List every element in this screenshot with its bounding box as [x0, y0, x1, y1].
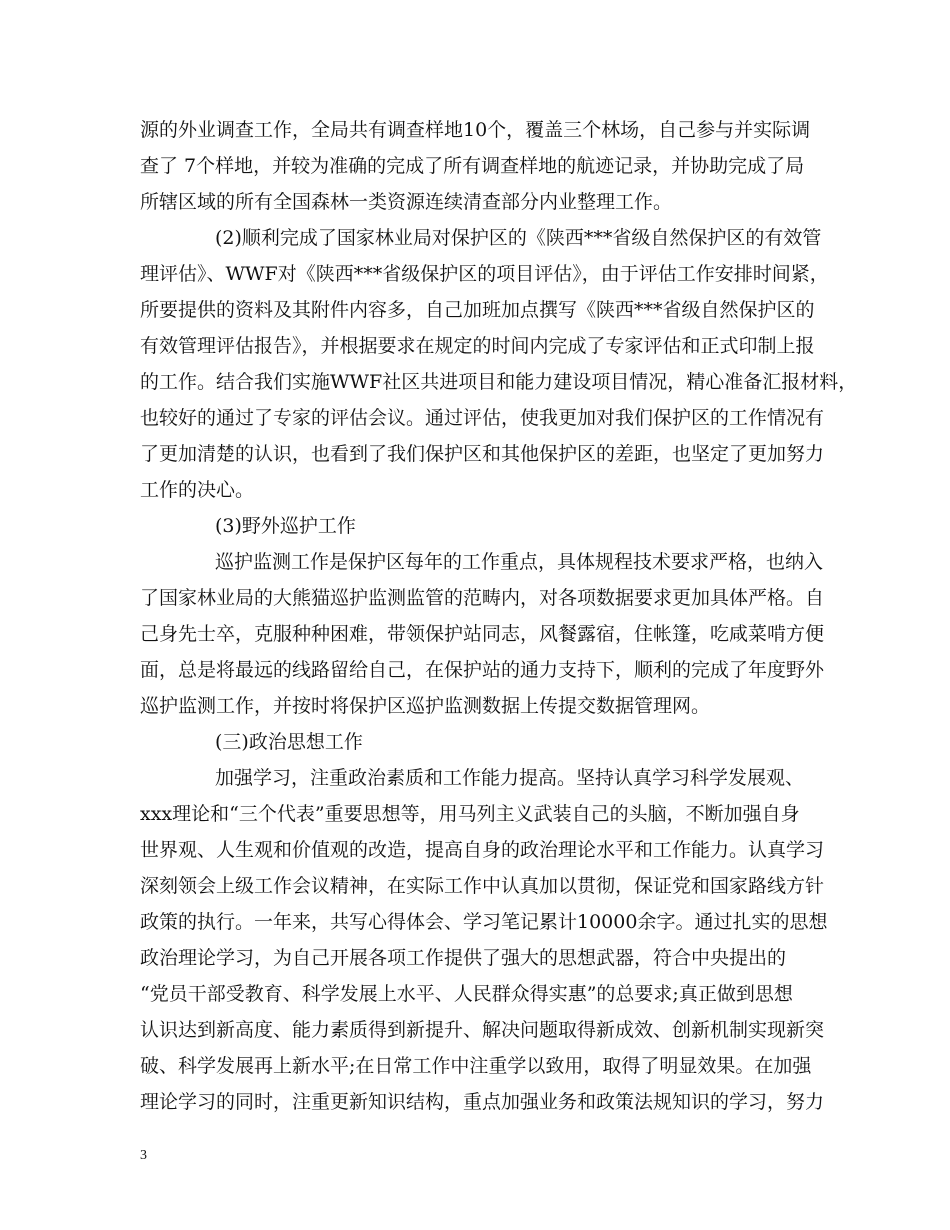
text-line: “党员干部受教育、科学发展上水平、人民群众得实惠”的总要求;真正做到思想	[140, 983, 793, 1005]
text-line: 理论学习的同时，注重更新知识结构，重点加强业务和政策法规知识的学习，努力	[140, 1091, 825, 1113]
text-line: 深刻领会上级工作会议精神，在实际工作中认真加以贯彻，保证党和国家路线方针	[140, 875, 825, 897]
text-line: 巡护监测工作是保护区每年的工作重点，具体规程技术要求严格，也纳入	[215, 551, 824, 573]
text-line: 了国家林业局的大熊猫巡护监测监管的范畴内，对各项数据要求更加具体严格。自	[140, 587, 825, 609]
section-heading: (3)野外巡护工作	[215, 515, 356, 537]
text-line: 源的外业调查工作，全局共有调查样地10个，覆盖三个林场，自己参与并实际调	[140, 119, 811, 141]
text-line: 了更加清楚的认识，也看到了我们保护区和其他保护区的差距，也坚定了更加努力	[140, 443, 825, 465]
text-line: 政治理论学习，为自己开展各项工作提供了强大的思想武器，符合中央提出的	[140, 947, 787, 969]
text-line: 认识达到新高度、能力素质得到新提升、解决问题取得新成效、创新机制实现新突	[140, 1019, 825, 1041]
text-line: xxx理论和“三个代表”重要思想等，用马列主义武装自己的头脑，不断加强自身	[140, 803, 800, 825]
section-heading: (三)政治思想工作	[215, 731, 363, 753]
text-line: 世界观、人生观和价值观的改造，提高自身的政治理论水平和工作能力。认真学习	[140, 839, 825, 861]
text-line: 加强学习，注重政治素质和工作能力提高。坚持认真学习科学发展观、	[215, 767, 805, 789]
text-line: 己身先士卒，克服种种困难，带领保护站同志，风餐露宿，住帐篷，吃咸菜啃方便	[140, 623, 825, 645]
text-line: 的工作。结合我们实施WWF社区共进项目和能力建设项目情况，精心准备汇报材料，	[140, 371, 858, 393]
text-line: 查了 7个样地，并较为准确的完成了所有调查样地的航迹记录，并协助完成了局	[140, 155, 805, 177]
page-number: 3	[140, 1148, 147, 1163]
text-line: 政策的执行。一年来，共写心得体会、学习笔记累计10000余字。通过扎实的思想	[140, 911, 828, 933]
text-line: 理评估》、WWF对《陕西***省级保护区的项目评估》，由于评估工作安排时间紧，	[140, 263, 829, 285]
text-line: 有效管理评估报告》，并根据要求在规定的时间内完成了专家评估和正式印制上报	[140, 335, 815, 357]
text-line: 所要提供的资料及其附件内容多，自己加班加点撰写《陕西***省级自然保护区的	[140, 299, 815, 321]
text-line: 所辖区域的所有全国森林一类资源连续清查部分内业整理工作。	[140, 191, 673, 213]
text-line: 工作的决心。	[140, 479, 255, 501]
text-line: (2)顺利完成了国家林业局对保护区的《陕西***省级自然保护区的有效管	[215, 227, 822, 249]
text-line: 面，总是将最远的线路留给自己，在保护站的通力支持下，顺利的完成了年度野外	[140, 659, 825, 681]
text-line: 巡护监测工作，并按时将保护区巡护监测数据上传提交数据管理网。	[140, 695, 711, 717]
text-line: 破、科学发展再上新水平;在日常工作中注重学以致用，取得了明显效果。在加强	[140, 1055, 812, 1077]
text-line: 也较好的通过了专家的评估会议。通过评估，使我更加对我们保护区的工作情况有	[140, 407, 825, 429]
